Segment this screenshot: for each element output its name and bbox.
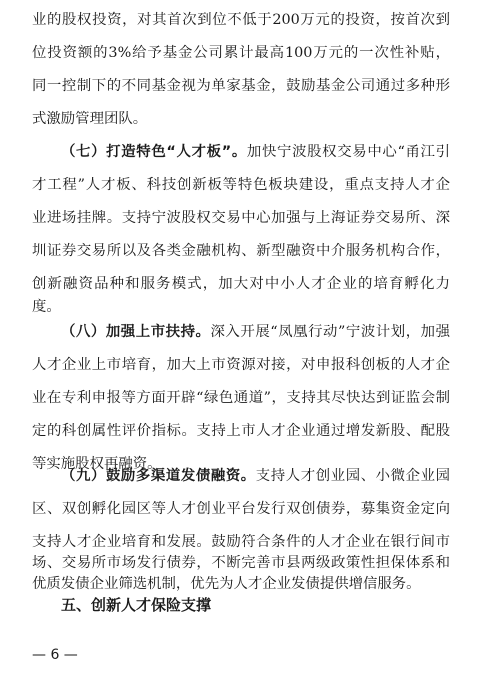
paragraph-line: 人才企业上市培育，加大上市资源对接，对申报科创板的人才企 <box>32 357 450 373</box>
page-number: — 6 — <box>32 647 78 663</box>
paragraph-text: 深入开展“凤凰行动”宁波计划，加强 <box>210 324 450 340</box>
paragraph-line: 场、交易所市场发行债券，不断完善市县两级政策性担保体系和 <box>32 555 450 571</box>
paragraph-line: 才工程”人才板、科技创新板等特色板块建设，重点支持人才企 <box>32 177 450 193</box>
subsection-heading: （八）加强上市扶持。 <box>61 324 211 340</box>
paragraph-line: 区、双创孵化园区等人才创业平台发行双创债券，募集资金定向 <box>32 501 450 517</box>
section-heading: 五、创新人才保险支撑 <box>61 596 212 614</box>
paragraph-line: 支持人才企业培育和发展。鼓励符合条件的人才企业在银行间市 <box>32 534 450 550</box>
paragraph-line: 圳证券交易所以及各类金融机构、新型融资中介服务机构合作， <box>32 243 450 259</box>
paragraph-line: 业在专利申报等方面开辟“绿色通道”，支持其尽快达到证监会制 <box>32 390 450 406</box>
paragraph-line: 创新融资品种和服务模式，加大对中小人才企业的培育孵化力 <box>32 276 450 292</box>
paragraph-line: 位投资额的3%给予基金公司累计最高100万元的一次性补贴， <box>32 45 450 61</box>
paragraph-text: 加快宁波股权交易中心“甬江引 <box>246 144 450 160</box>
paragraph-line: 同一控制下的不同基金视为单家基金，鼓励基金公司通过多种形 <box>32 78 450 94</box>
paragraph-line <box>61 142 450 162</box>
paragraph-line: 度。 <box>32 299 61 315</box>
paragraph-line: 定的科创属性评价指标。支持上市人才企业通过增发新股、配股 <box>32 423 450 439</box>
paragraph-line: 优质发债企业筛选机制，优先为人才企业发债提供增信服务。 <box>32 576 421 592</box>
paragraph-text: 支持人才创业园、小微企业园 <box>255 468 450 484</box>
subsection-heading: （七）打造特色“人才板”。 <box>61 144 247 160</box>
paragraph-line: 等实施股权再融资。 <box>32 456 162 472</box>
paragraph-line: 业进场挂牌。支持宁波股权交易中心加强与上海证券交易所、深 <box>32 210 450 226</box>
paragraph-line: 业的股权投资，对其首次到位不低于200万元的投资，按首次到 <box>32 12 450 28</box>
paragraph-line <box>61 466 450 486</box>
paragraph-line: 式激励管理团队。 <box>32 111 148 127</box>
subsection-heading: （九）鼓励多渠道发债融资。 <box>61 468 256 484</box>
paragraph-line <box>61 322 450 342</box>
